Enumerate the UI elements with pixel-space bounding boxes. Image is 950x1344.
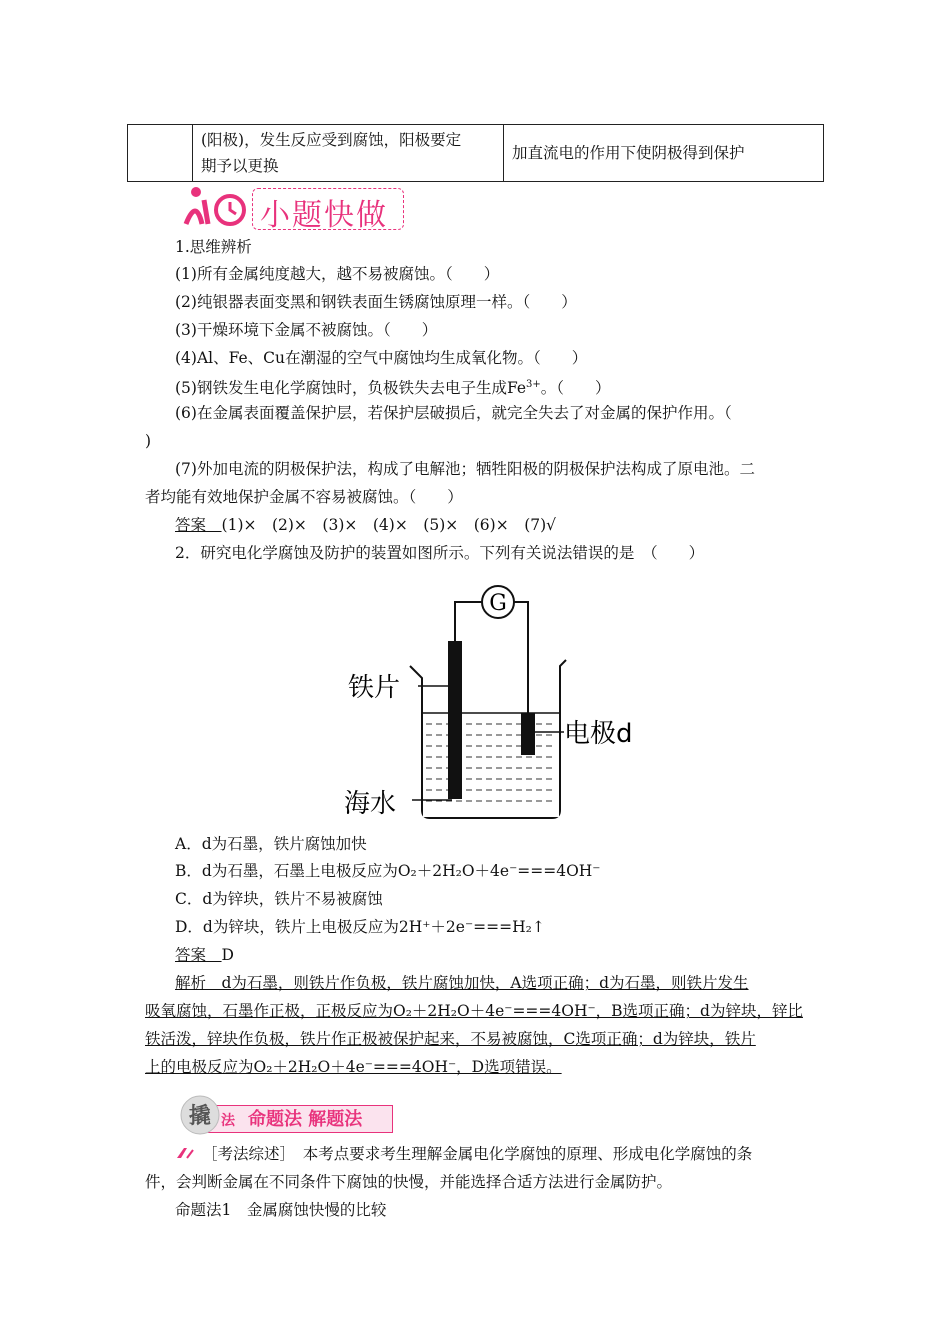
answer-label: 答案 (175, 946, 207, 964)
q1-item-wrap: ) (145, 432, 152, 450)
pen-mark-icon (175, 1146, 197, 1160)
top-table (127, 124, 824, 182)
q1-item: (1)所有金属纯度越大，越不易被腐蚀。（ ） (175, 265, 500, 283)
q1-item: (7)外加电流的阴极保护法，构成了电解池；牺牲阳极的阴极保护法构成了原电池。二 (175, 460, 755, 478)
q1-item-5 (175, 374, 855, 399)
q1-item: (6)在金属表面覆盖保护层，若保护层破损后，就完全失去了对金属的保护作用。（ (175, 404, 732, 422)
iron-sheet (448, 641, 462, 799)
q1-item-wrap: 者均能有效地保护金属不容易被腐蚀。（ ） (145, 488, 463, 506)
summary-line: 件，会判断金属在不同条件下腐蚀的快慢，并能选择合适方法进行金属防护。 (145, 1173, 673, 1191)
banner-title: 命题法 解题法 (248, 1109, 363, 1130)
table-cell-line: (阳极)，发生反应受到腐蚀，阳极要定 (201, 131, 462, 149)
superscript: 3+ (526, 379, 541, 390)
section-banner-methods (178, 1093, 398, 1135)
q2-answer (175, 944, 855, 966)
table-row (128, 125, 824, 182)
q1-item: (4)Al、Fe、Cu在潮湿的空气中腐蚀均生成氧化物。（ ） (175, 349, 588, 367)
table-cell-line: 期予以更换 (201, 157, 279, 175)
q2-option-d: D．d为锌块，铁片上电极反应为2H⁺＋2e⁻===H₂↑ (175, 918, 545, 936)
q1-item-tail: 。（ ） (540, 379, 611, 398)
label-seawater: 海水 (344, 789, 397, 819)
label-iron: 铁片 (348, 673, 401, 703)
section-banner-quick-practice (178, 184, 408, 232)
banner-title: 小题快做 (260, 198, 388, 233)
svg-text:法: 法 (221, 1113, 235, 1129)
stopwatch-logo-icon (178, 184, 254, 232)
q2-analysis-line: 铁活泼，锌块作负极，铁片作正极被保护起来，不易被腐蚀，C选项正确；d为锌块，铁片 (145, 1030, 756, 1048)
answer-label: 答案 (175, 516, 207, 534)
q2-option-a: A．d为石墨，铁片腐蚀加快 (175, 835, 367, 853)
q2-analysis-line: 上的电极反应为O₂＋2H₂O＋4e⁻===4OH⁻，D选项错误。 (145, 1058, 562, 1076)
svg-text:撬: 撬 (188, 1104, 212, 1129)
q2-stem: 2．研究电化学腐蚀及防护的装置如图所示。下列有关说法错误的是 （ ） (175, 544, 705, 562)
method-seal-icon (178, 1093, 244, 1135)
q1-item-text: (5)钢铁发生电化学腐蚀时，负极铁失去电子生成Fe (175, 379, 527, 398)
electrochem-apparatus-figure (340, 578, 650, 828)
q1-heading: 1.思维辨析 (175, 238, 252, 256)
table-cell-empty (128, 125, 193, 182)
answer-text: (1)× (2)× (3)× (4)× (5)× (6)× (7)√ (221, 516, 557, 534)
q1-item: (3)干燥环境下金属不被腐蚀。（ ） (175, 321, 438, 339)
q2-analysis-line: 吸氧腐蚀，石墨作正极，正极反应为O₂＋2H₂O＋4e⁻===4OH⁻，B选项正确；d为锌块，锌比 (145, 1002, 803, 1020)
method-heading: 命题法1 金属腐蚀快慢的比较 (175, 1201, 387, 1219)
q2-option-c: C．d为锌块，铁片不易被腐蚀 (175, 890, 383, 908)
q1-answer (175, 514, 855, 536)
q2-analysis-line: 解析 d为石墨，则铁片作负极，铁片腐蚀加快，A选项正确；d为石墨，则铁片发生 (175, 974, 749, 992)
electrode-d (521, 713, 535, 755)
galvanometer-label: G (489, 591, 507, 616)
table-cell-cathode: 加直流电的作用下使阴极得到保护 (504, 125, 824, 182)
table-cell-anode (193, 125, 504, 182)
q2-option-b: B．d为石墨，石墨上电极反应为O₂＋2H₂O＋4e⁻===4OH⁻ (175, 862, 601, 880)
q1-item: (2)纯银器表面变黑和钢铁表面生锈腐蚀原理一样。（ ） (175, 293, 577, 311)
label-electrode: 电极d (564, 719, 633, 749)
answer-text: D (221, 946, 234, 964)
summary-line: ［考法综述］ 本考点要求考生理解金属电化学腐蚀的原理、形成电化学腐蚀的条 (202, 1145, 753, 1163)
